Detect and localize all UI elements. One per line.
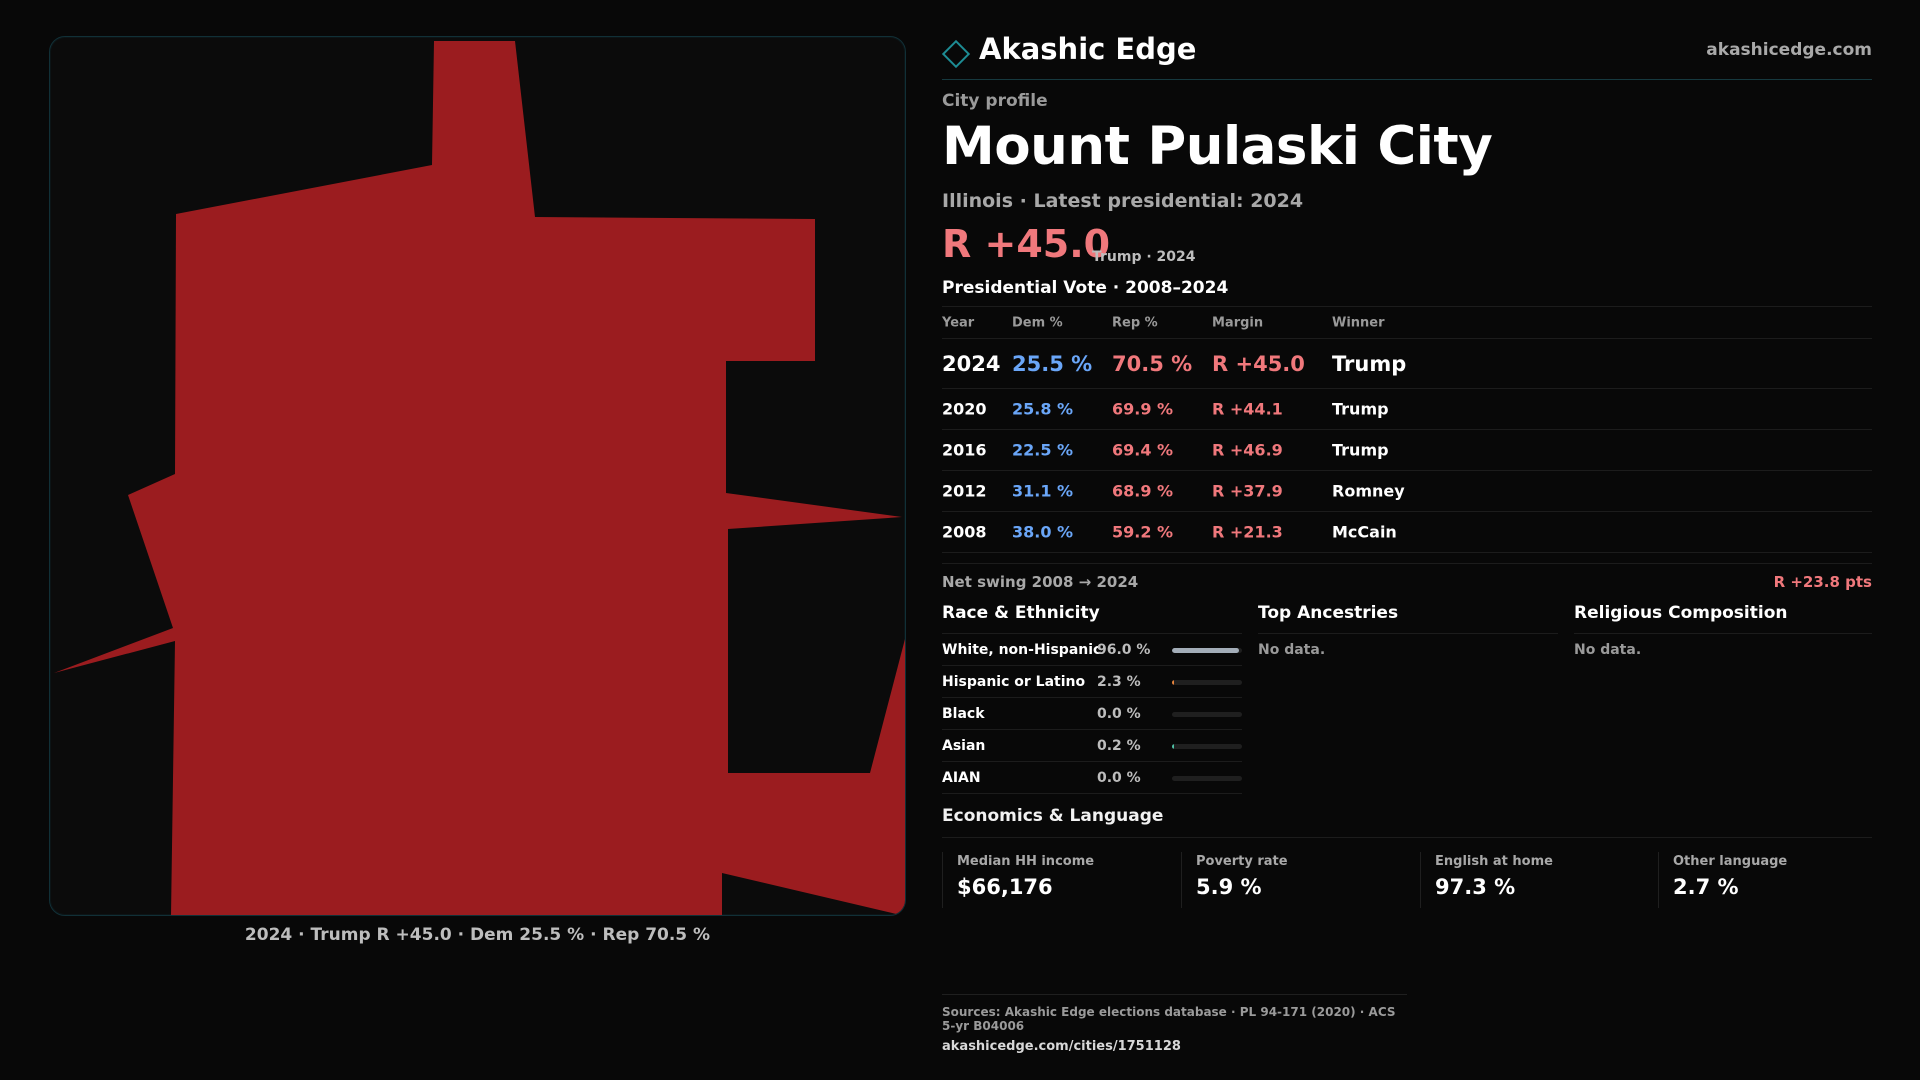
ancestries-section-title: Top Ancestries — [1258, 600, 1558, 634]
net-swing-row — [942, 563, 1872, 593]
stat-value: 97.3 % — [1435, 875, 1516, 899]
race-label: White, non-Hispanic — [942, 642, 1102, 658]
race-label: Black — [942, 706, 985, 722]
cell-winner: Trump — [1332, 399, 1389, 419]
table-row — [942, 339, 1872, 389]
page-subtitle: Illinois · Latest presidential: 2024 — [942, 190, 1304, 212]
list-item — [942, 698, 1242, 730]
cell-rep: 69.4 % — [1112, 440, 1174, 460]
cell-margin: R +46.9 — [1212, 440, 1283, 460]
religion-empty: No data. — [1574, 642, 1642, 658]
stat-label: Poverty rate — [1196, 854, 1288, 869]
city-boundary-svg — [50, 37, 906, 916]
cell-winner: McCain — [1332, 522, 1397, 542]
cell-rep: 70.5 % — [1112, 351, 1193, 376]
header-margin: Margin — [1212, 315, 1264, 330]
list-item — [942, 666, 1242, 698]
race-pct: 0.2 % — [1097, 738, 1141, 754]
cell-rep: 68.9 % — [1112, 481, 1174, 501]
headline-margin: R +45.0 — [942, 222, 1111, 266]
map-caption: 2024 · Trump R +45.0 · Dem 25.5 % · Rep 70.5 % — [244, 925, 711, 945]
table-header-row — [942, 307, 1872, 339]
presidential-vote-table — [942, 306, 1872, 553]
stat-value: 5.9 % — [1196, 875, 1262, 899]
stat-label: Median HH income — [957, 854, 1095, 869]
race-bar-track — [1172, 776, 1242, 781]
brand-name[interactable]: Akashic Edge — [979, 32, 1197, 66]
cell-margin: R +45.0 — [1212, 351, 1305, 376]
cell-dem: 38.0 % — [1012, 522, 1074, 542]
city-boundary-map[interactable] — [49, 36, 906, 916]
cell-year: 2008 — [942, 522, 987, 542]
cell-margin: R +44.1 — [1212, 399, 1283, 419]
cell-dem: 25.8 % — [1012, 399, 1074, 419]
page-title: Mount Pulaski City — [942, 116, 1493, 177]
cell-winner: Trump — [1332, 351, 1407, 376]
race-bar-track — [1172, 712, 1242, 717]
list-item — [942, 730, 1242, 762]
page-url-link[interactable]: akashicedge.com/cities/1751128 — [942, 1039, 1181, 1054]
ancestries-section — [1258, 600, 1558, 658]
ancestries-empty: No data. — [1258, 642, 1326, 658]
net-swing-value: R +23.8 pts — [1773, 573, 1872, 591]
table-row — [942, 471, 1872, 512]
race-label: Asian — [942, 738, 986, 754]
votes-section-title: Presidential Vote · 2008–2024 — [942, 278, 1229, 298]
cell-year: 2024 — [942, 351, 1001, 376]
stat-label: Other language — [1673, 854, 1788, 869]
header-rep: Rep % — [1112, 315, 1158, 330]
table-row — [942, 512, 1872, 553]
race-pct: 96.0 % — [1097, 642, 1151, 658]
cell-winner: Trump — [1332, 440, 1389, 460]
race-bar-track — [1172, 680, 1242, 685]
stat-value: 2.7 % — [1673, 875, 1739, 899]
race-label: AIAN — [942, 770, 981, 786]
race-pct: 2.3 % — [1097, 674, 1141, 690]
stat-median-income — [942, 852, 1172, 908]
city-boundary-shape — [54, 41, 905, 916]
race-pct: 0.0 % — [1097, 706, 1141, 722]
table-row — [942, 389, 1872, 430]
cell-dem: 22.5 % — [1012, 440, 1074, 460]
race-bar-fill — [1172, 744, 1174, 749]
list-item — [942, 762, 1242, 794]
site-header — [942, 30, 1872, 80]
cell-rep: 69.9 % — [1112, 399, 1174, 419]
religion-section-title: Religious Composition — [1574, 600, 1872, 634]
cell-year: 2016 — [942, 440, 987, 460]
cell-dem: 31.1 % — [1012, 481, 1074, 501]
economics-grid — [942, 852, 1872, 908]
race-section-title: Race & Ethnicity — [942, 600, 1242, 634]
stat-poverty-rate — [1181, 852, 1411, 908]
list-item — [942, 634, 1242, 666]
race-bar-fill — [1172, 680, 1174, 685]
economics-section-title: Economics & Language — [942, 806, 1872, 838]
cell-margin: R +37.9 — [1212, 481, 1283, 501]
profile-panel — [942, 0, 1872, 1080]
header-dem: Dem % — [1012, 315, 1063, 330]
stat-other-language — [1658, 852, 1872, 908]
header-year: Year — [942, 315, 975, 330]
race-ethnicity-section — [942, 600, 1242, 794]
stat-value: $66,176 — [957, 875, 1053, 899]
cell-year: 2020 — [942, 399, 987, 419]
cell-winner: Romney — [1332, 481, 1405, 501]
headline-margin-note: Trump · 2024 — [1092, 249, 1196, 265]
page-footer — [942, 994, 1407, 1054]
stat-label: English at home — [1435, 854, 1553, 869]
sources-text: Sources: Akashic Edge elections database · PL 94-171 (2020) · ACS 5-yr B04006 — [942, 1005, 1396, 1033]
religion-section — [1574, 600, 1872, 658]
race-bar-track — [1172, 744, 1242, 749]
cell-dem: 25.5 % — [1012, 351, 1093, 376]
page-eyebrow: City profile — [942, 91, 1048, 111]
race-bar-track — [1172, 648, 1242, 653]
table-row — [942, 430, 1872, 471]
diamond-logo-icon — [942, 40, 970, 68]
net-swing-label: Net swing 2008 → 2024 — [942, 573, 1139, 591]
race-label: Hispanic or Latino — [942, 674, 1086, 690]
cell-year: 2012 — [942, 481, 987, 501]
race-pct: 0.0 % — [1097, 770, 1141, 786]
header-winner: Winner — [1332, 315, 1385, 330]
cell-margin: R +21.3 — [1212, 522, 1283, 542]
race-bar-fill — [1172, 648, 1239, 653]
cell-rep: 59.2 % — [1112, 522, 1174, 542]
stat-english-at-home — [1420, 852, 1650, 908]
site-link[interactable]: akashicedge.com — [1706, 40, 1872, 60]
